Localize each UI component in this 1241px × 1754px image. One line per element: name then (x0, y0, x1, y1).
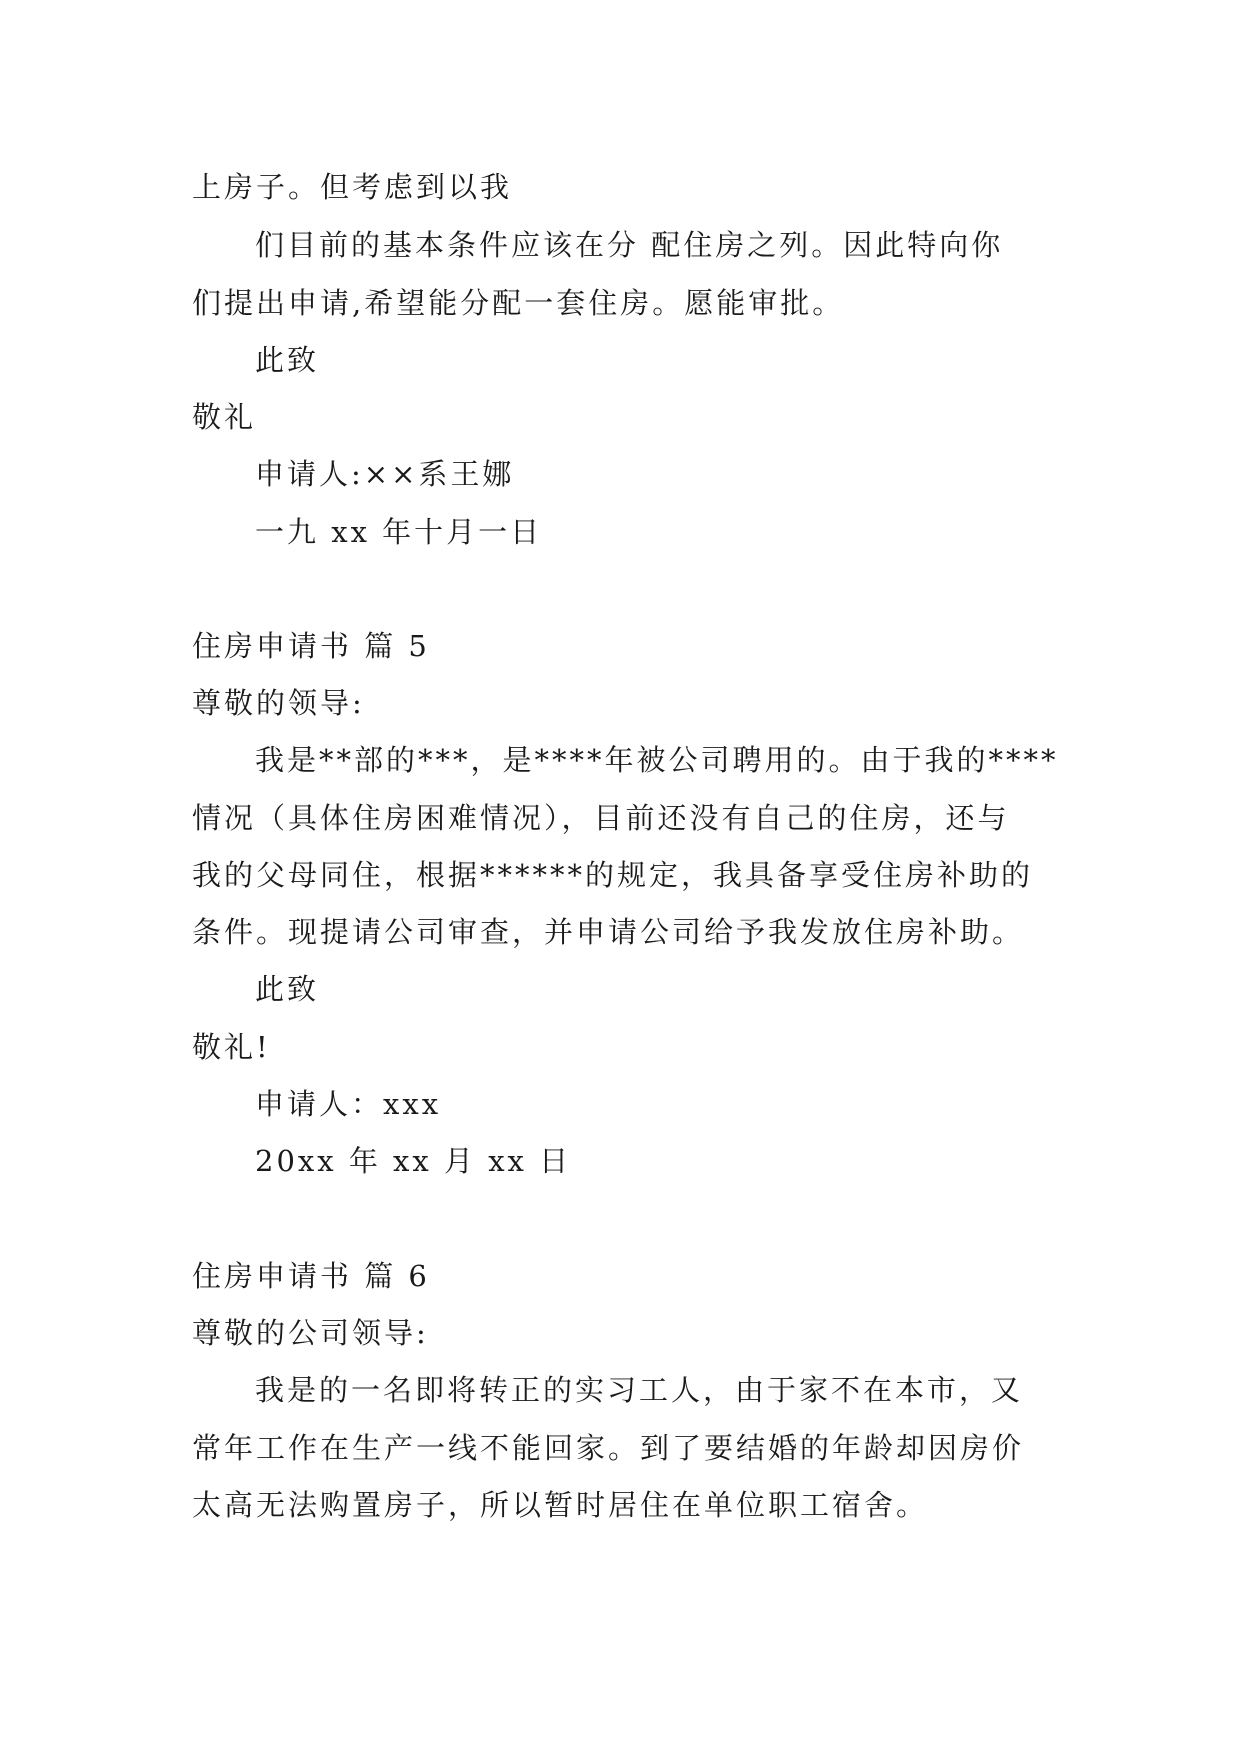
body-text-line: 条件。现提请公司审查，并申请公司给予我发放住房补助。 (192, 915, 1025, 949)
closing-regards: 敬礼 (192, 400, 257, 434)
closing-regards: 敬礼! (192, 1030, 271, 1064)
body-text-line: 太高无法购置房子，所以暂时居住在单位职工宿舍。 (192, 1488, 929, 1522)
letter-date: 20xx 年 xx 月 xx 日 (255, 1144, 572, 1178)
body-text-line: 常年工作在生产一线不能回家。到了要结婚的年龄却因房价 (192, 1431, 1025, 1465)
body-text-line: 情况（具体住房困难情况），目前还没有自己的住房，还与 (192, 801, 1010, 835)
body-text-line: 我的父母同住，根据******的规定，我具备享受住房补助的 (192, 858, 1034, 892)
applicant-signature: 申请人：xxx (255, 1087, 442, 1121)
letter-date: 一九 xx 年十月一日 (255, 515, 543, 549)
body-text-line: 我是**部的***，是****年被公司聘用的。由于我的**** (255, 743, 1059, 777)
body-text-line: 们提出申请,希望能分配一套住房。愿能审批。 (192, 286, 845, 320)
body-text-line: 上房子。但考虑到以我 (192, 170, 513, 204)
section-heading: 住房申请书 篇 6 (192, 1259, 430, 1293)
closing-salutation: 此致 (255, 343, 320, 377)
body-text-line: 们目前的基本条件应该在分 配住房之列。因此特向你 (255, 228, 1004, 262)
letter-greeting: 尊敬的公司领导: (192, 1316, 429, 1350)
applicant-signature: 申请人:××系王娜 (255, 457, 515, 491)
body-text-line: 我是的一名即将转正的实习工人，由于家不在本市，又 (255, 1373, 1024, 1407)
section-heading: 住房申请书 篇 5 (192, 629, 430, 663)
closing-salutation: 此致 (255, 972, 320, 1006)
letter-greeting: 尊敬的领导: (192, 686, 365, 720)
